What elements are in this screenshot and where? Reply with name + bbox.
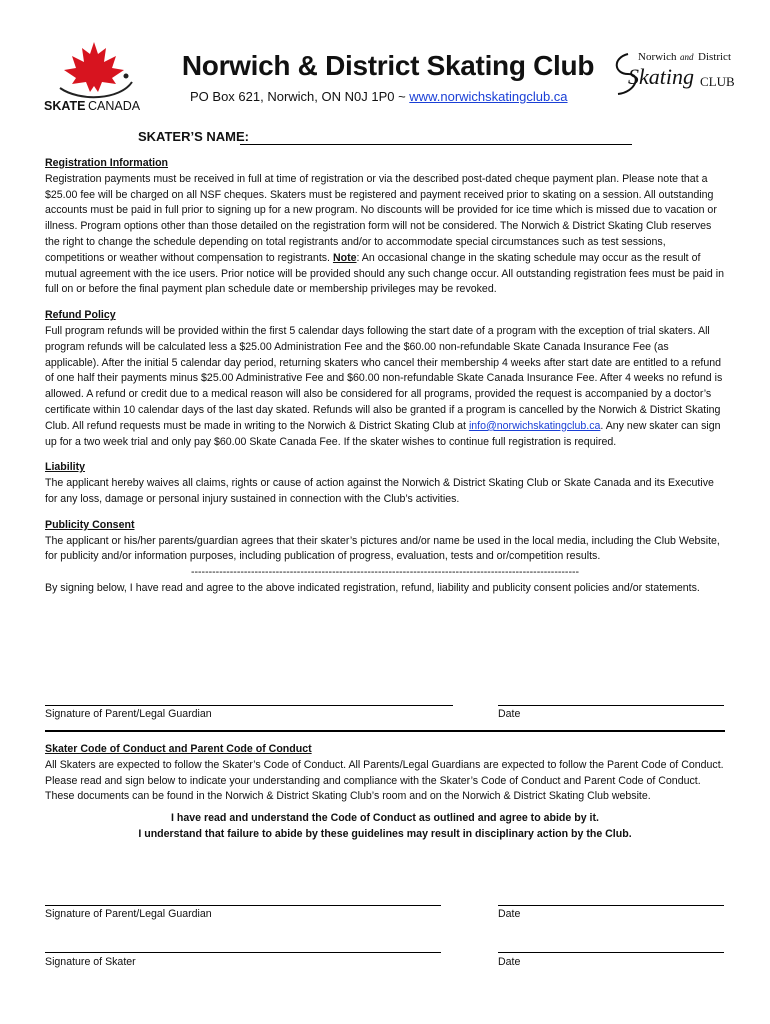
conduct-statement-2: I understand that failure to abide by these guidelines may result in disciplinary action by the Club.	[138, 827, 632, 840]
skater-name-field[interactable]	[240, 144, 632, 145]
date-label-3: Date	[498, 956, 521, 968]
conduct-text: All Skaters are expected to follow the Skater’s Code of Conduct. All Parents/Legal Guardians are expected to follow the Parent Code of Conduct. Please read and sign below to indicate your understanding and compliance with the Skater’s Code of Conduct and Parent Code of Conduct. These documents can be found in the Norwich & District Skating Club’s room and on the Norwich & District Skating Club website.	[45, 758, 724, 803]
date-line-1[interactable]	[498, 705, 724, 706]
refund-text: Full program refunds will be provided within the first 5 calendar days following the start date of a program with the exception of trial skaters. All program refunds will be calculated less a $25.00 Administration Fee and the $60.00 non-refundable Skate Canada Insurance Fee (as applicable). After the initial 5 calendar day period, returning skaters who cancel their membership 4 weeks after start date are entitled to a refund of one half their payments minus $25.00 Administrative Fee and $60.00 non-refundable Skate Canada Insurance Fee. After 4 weeks no refund is allowed. A refund or credit due to a medical reason will also be considered for all programs, provided the request is accompanied by a doctor’s certificate within 10 calendar days of the last day skated. Refunds will also be granted if a program is cancelled by the Norwich & District Skating Club. All refund requests must be made in writing to the Norwich & District Skating Club at info@norwichskatingclub.ca. Any new skater can sign up for a two week trial and only pay $60.00 Skate Canada Fee. If the skater wishes to continue full registration is required.	[45, 324, 723, 448]
parent-signature-label-1: Signature of Parent/Legal Guardian	[45, 708, 212, 720]
logo-canada-text: CANADA	[88, 99, 141, 113]
date-line-2[interactable]	[498, 905, 724, 906]
date-label-2: Date	[498, 908, 521, 920]
registration-heading: Registration Information	[45, 157, 169, 169]
skater-name-label: SKATER’S NAME:	[138, 129, 249, 144]
divider-dashes: --------------------------------------------------------------------------------------------------------------	[190, 566, 580, 579]
note-label: Note	[332, 251, 357, 264]
liability-text: The applicant hereby waives all claims, rights or cause of action against the Norwich & District Skating Club or Skate Canada and its Executive for any loss, damage or personal injury sustained in connection with the Club’s activities.	[45, 477, 714, 505]
parent-signature-line-2[interactable]	[45, 905, 441, 906]
refund-heading: Refund Policy	[45, 309, 116, 322]
liability-heading: Liability	[45, 461, 86, 474]
club-logo	[606, 44, 746, 104]
logo-and-text: and	[680, 52, 694, 62]
club-address: PO Box 621, Norwich, ON N0J 1P0 ~ www.norwichskatingclub.ca	[190, 89, 568, 104]
skater-signature-line[interactable]	[45, 952, 441, 953]
form-content	[45, 156, 725, 597]
parent-signature-label-2: Signature of Parent/Legal Guardian	[45, 908, 212, 920]
logo-skating-text: Skating	[628, 64, 694, 89]
publicity-heading: Publicity Consent	[45, 518, 135, 531]
logo-norwich-text: Norwich	[638, 51, 677, 63]
logo-district-text: District	[698, 51, 731, 63]
section-divider	[45, 730, 725, 732]
logo-skate-text: SKATE	[44, 99, 86, 113]
registration-text: Registration payments must be received in full at time of registration or via the described post-dated cheque payment plan. Please note that a $25.00 fee will be charged on all NSF cheques. Skaters must be registered and payment received prior to skating on a session. All outstanding accounts must be paid in full prior to signing up for a new program. No discounts will be provided for ice time which is missed due to vacation or illness. Program options other than those detailed on the registration form will not be considered. The Norwich & District Skating Club reserves the right to change the schedule depending on total registrants and/or to accommodate special circumstances such as test sessions, competitions or weather without compensation to registrants. Note: An occasional change in the skating schedule may occur as the result of mutual agreement with the ice users. Prior notice will be provided should any such change occur. All outstanding registration fees must be paid in full on or before the final payment plan schedule date or membership privileges may be revoked.	[45, 172, 724, 296]
parent-signature-line-1[interactable]	[45, 705, 453, 706]
website-link[interactable]: www.norwichskatingclub.ca	[409, 89, 568, 104]
publicity-text: The applicant or his/her parents/guardian agrees that their skater’s pictures and/or name be used in the local media, including the Club Website, for publicity and/or information purposes, including publication of progress, evaluation, tests and or/competition results.	[45, 534, 720, 563]
email-link[interactable]: info@norwichskatingclub.ca	[468, 419, 601, 432]
club-title: Norwich & District Skating Club	[181, 50, 595, 81]
skate-canada-logo	[40, 40, 148, 114]
conduct-heading: Skater Code of Conduct and Parent Code of Conduct	[45, 743, 312, 755]
skater-signature-label: Signature of Skater	[45, 956, 136, 968]
date-line-3[interactable]	[498, 952, 724, 953]
agreement-text: By signing below, I have read and agree to the above indicated registration, refund, liability and publicity consent policies and/or statements.	[45, 581, 700, 594]
conduct-section	[45, 742, 725, 843]
logo-club-text: CLUB	[700, 74, 735, 89]
date-label-1: Date	[498, 708, 521, 720]
conduct-statement-1: I have read and understand the Code of Conduct as outlined and agree to abide by it.	[171, 812, 599, 825]
